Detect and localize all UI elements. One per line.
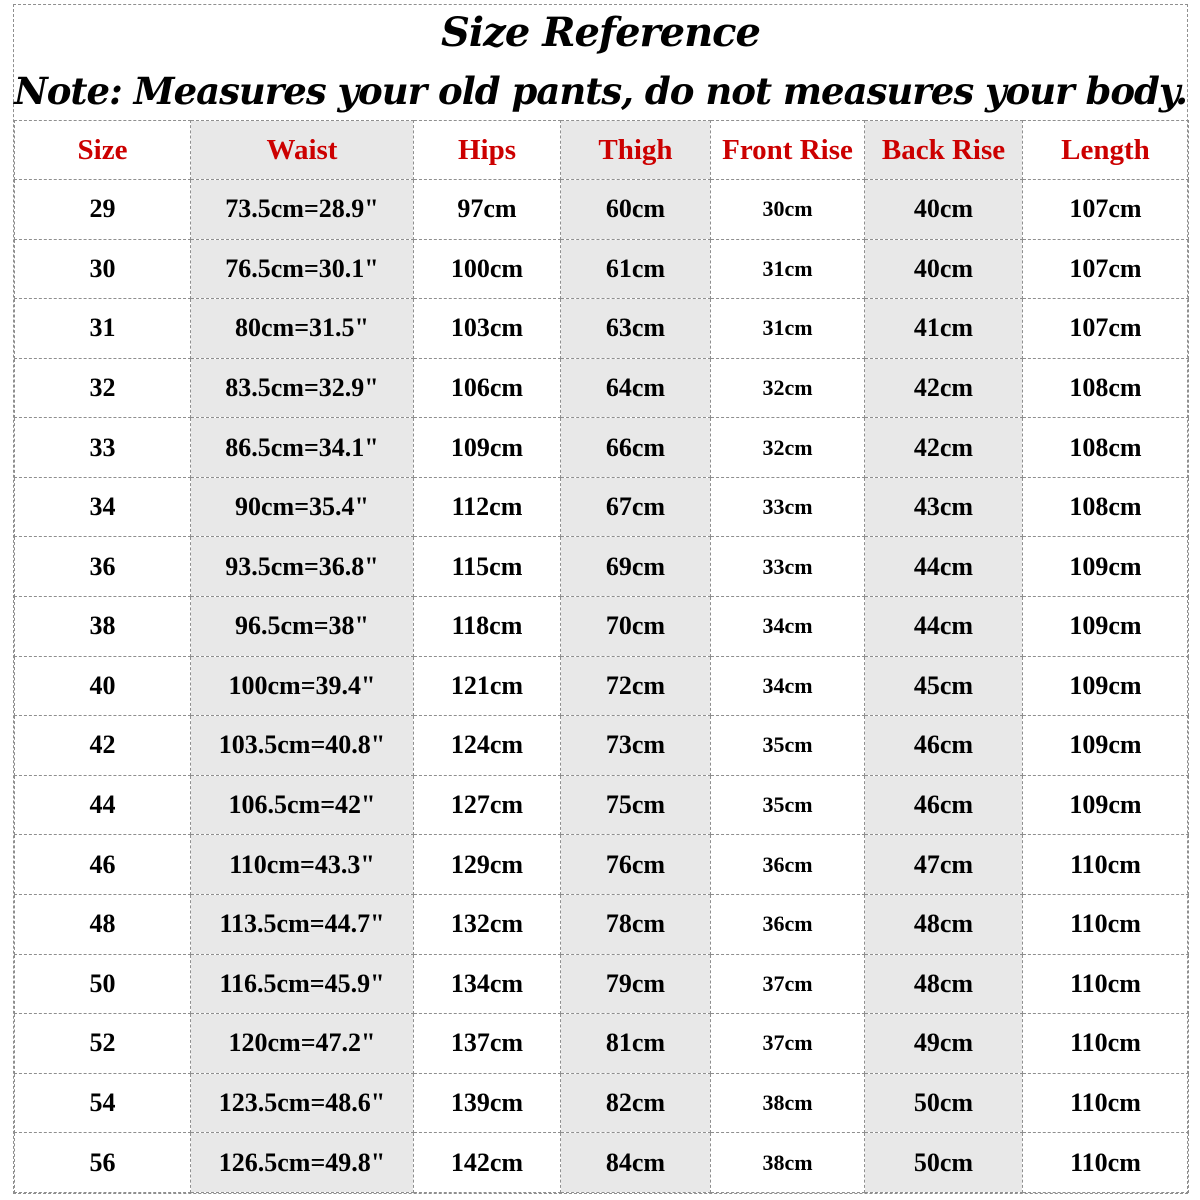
table-cell: 142cm [414, 1133, 561, 1193]
table-row [15, 597, 1189, 657]
table-cell: 60cm [561, 180, 711, 240]
table-cell: 127cm [414, 775, 561, 835]
table-cell: 73.5cm=28.9" [191, 180, 414, 240]
table-row [15, 894, 1189, 954]
table-cell: 86.5cm=34.1" [191, 418, 414, 478]
size-table-body [15, 180, 1189, 1193]
table-cell: 110cm [1023, 954, 1189, 1014]
table-row [15, 1073, 1189, 1133]
table-cell: 44cm [865, 537, 1023, 597]
page-title: Size Reference [441, 9, 760, 56]
table-cell: 43cm [865, 477, 1023, 537]
column-header-waist: Waist [191, 121, 414, 180]
table-cell: 30cm [711, 180, 865, 240]
table-cell: 38 [15, 597, 191, 657]
table-cell: 38cm [711, 1073, 865, 1133]
table-cell: 30 [15, 239, 191, 299]
table-cell: 103cm [414, 299, 561, 359]
table-cell: 107cm [1023, 239, 1189, 299]
table-cell: 33cm [711, 537, 865, 597]
table-cell: 36 [15, 537, 191, 597]
table-cell: 36cm [711, 894, 865, 954]
table-row [15, 537, 1189, 597]
table-cell: 52 [15, 1014, 191, 1074]
table-cell: 34 [15, 477, 191, 537]
table-cell: 76cm [561, 835, 711, 895]
table-cell: 80cm=31.5" [191, 299, 414, 359]
title-block [14, 5, 1187, 120]
table-cell: 40cm [865, 180, 1023, 240]
table-cell: 100cm=39.4" [191, 656, 414, 716]
table-cell: 112cm [414, 477, 561, 537]
table-cell: 47cm [865, 835, 1023, 895]
column-header-back-rise: Back Rise [865, 121, 1023, 180]
table-cell: 32cm [711, 358, 865, 418]
table-cell: 32 [15, 358, 191, 418]
table-cell: 110cm [1023, 835, 1189, 895]
table-cell: 83.5cm=32.9" [191, 358, 414, 418]
table-cell: 45cm [865, 656, 1023, 716]
table-cell: 97cm [414, 180, 561, 240]
table-cell: 44cm [865, 597, 1023, 657]
table-cell: 46cm [865, 716, 1023, 776]
table-cell: 139cm [414, 1073, 561, 1133]
table-cell: 72cm [561, 656, 711, 716]
table-cell: 31cm [711, 299, 865, 359]
table-cell: 56 [15, 1133, 191, 1193]
table-row [15, 656, 1189, 716]
table-cell: 34cm [711, 656, 865, 716]
table-cell: 109cm [1023, 716, 1189, 776]
table-cell: 79cm [561, 954, 711, 1014]
table-cell: 33 [15, 418, 191, 478]
table-cell: 108cm [1023, 418, 1189, 478]
table-cell: 35cm [711, 775, 865, 835]
table-cell: 61cm [561, 239, 711, 299]
table-cell: 73cm [561, 716, 711, 776]
table-cell: 34cm [711, 597, 865, 657]
table-row [15, 477, 1189, 537]
table-cell: 33cm [711, 477, 865, 537]
table-row [15, 835, 1189, 895]
table-cell: 123.5cm=48.6" [191, 1073, 414, 1133]
size-table [14, 120, 1189, 1193]
table-cell: 118cm [414, 597, 561, 657]
table-cell: 40 [15, 656, 191, 716]
table-cell: 50cm [865, 1073, 1023, 1133]
table-cell: 42cm [865, 418, 1023, 478]
table-cell: 115cm [414, 537, 561, 597]
table-cell: 120cm=47.2" [191, 1014, 414, 1074]
table-cell: 63cm [561, 299, 711, 359]
table-row [15, 716, 1189, 776]
table-cell: 134cm [414, 954, 561, 1014]
table-cell: 44 [15, 775, 191, 835]
table-cell: 96.5cm=38" [191, 597, 414, 657]
table-row [15, 299, 1189, 359]
table-cell: 109cm [1023, 656, 1189, 716]
table-cell: 107cm [1023, 299, 1189, 359]
table-cell: 110cm [1023, 1133, 1189, 1193]
table-row [15, 775, 1189, 835]
table-cell: 35cm [711, 716, 865, 776]
table-cell: 100cm [414, 239, 561, 299]
table-cell: 121cm [414, 656, 561, 716]
table-cell: 46cm [865, 775, 1023, 835]
table-cell: 93.5cm=36.8" [191, 537, 414, 597]
table-cell: 109cm [1023, 775, 1189, 835]
table-row [15, 180, 1189, 240]
table-cell: 116.5cm=45.9" [191, 954, 414, 1014]
table-cell: 38cm [711, 1133, 865, 1193]
table-cell: 107cm [1023, 180, 1189, 240]
header-row [15, 121, 1189, 180]
table-cell: 37cm [711, 954, 865, 1014]
column-header-hips: Hips [414, 121, 561, 180]
table-cell: 54 [15, 1073, 191, 1133]
table-row [15, 1014, 1189, 1074]
column-header-size: Size [15, 121, 191, 180]
table-cell: 66cm [561, 418, 711, 478]
table-cell: 41cm [865, 299, 1023, 359]
table-cell: 109cm [414, 418, 561, 478]
table-cell: 64cm [561, 358, 711, 418]
table-row [15, 239, 1189, 299]
table-cell: 129cm [414, 835, 561, 895]
table-cell: 106cm [414, 358, 561, 418]
table-cell: 110cm [1023, 1014, 1189, 1074]
size-chart [13, 4, 1188, 1194]
table-cell: 31 [15, 299, 191, 359]
table-row [15, 418, 1189, 478]
table-cell: 81cm [561, 1014, 711, 1074]
table-cell: 48cm [865, 954, 1023, 1014]
table-cell: 37cm [711, 1014, 865, 1074]
table-cell: 31cm [711, 239, 865, 299]
table-cell: 46 [15, 835, 191, 895]
table-cell: 132cm [414, 894, 561, 954]
column-header-length: Length [1023, 121, 1189, 180]
table-cell: 110cm=43.3" [191, 835, 414, 895]
table-cell: 49cm [865, 1014, 1023, 1074]
table-cell: 70cm [561, 597, 711, 657]
table-cell: 40cm [865, 239, 1023, 299]
table-cell: 126.5cm=49.8" [191, 1133, 414, 1193]
table-cell: 110cm [1023, 1073, 1189, 1133]
table-cell: 42 [15, 716, 191, 776]
table-cell: 50cm [865, 1133, 1023, 1193]
table-cell: 113.5cm=44.7" [191, 894, 414, 954]
table-row [15, 358, 1189, 418]
table-cell: 69cm [561, 537, 711, 597]
table-cell: 90cm=35.4" [191, 477, 414, 537]
table-cell: 48cm [865, 894, 1023, 954]
table-cell: 103.5cm=40.8" [191, 716, 414, 776]
table-cell: 50 [15, 954, 191, 1014]
table-cell: 84cm [561, 1133, 711, 1193]
table-cell: 110cm [1023, 894, 1189, 954]
table-cell: 36cm [711, 835, 865, 895]
column-header-front-rise: Front Rise [711, 121, 865, 180]
table-cell: 109cm [1023, 537, 1189, 597]
table-cell: 106.5cm=42" [191, 775, 414, 835]
column-header-thigh: Thigh [561, 121, 711, 180]
table-row [15, 954, 1189, 1014]
table-cell: 76.5cm=30.1" [191, 239, 414, 299]
table-cell: 124cm [414, 716, 561, 776]
table-cell: 29 [15, 180, 191, 240]
table-cell: 32cm [711, 418, 865, 478]
table-cell: 48 [15, 894, 191, 954]
table-cell: 75cm [561, 775, 711, 835]
measurement-note: Note: Measures your old pants, do not measures your body. [13, 69, 1188, 114]
table-cell: 137cm [414, 1014, 561, 1074]
table-cell: 82cm [561, 1073, 711, 1133]
table-cell: 108cm [1023, 358, 1189, 418]
table-cell: 78cm [561, 894, 711, 954]
table-cell: 108cm [1023, 477, 1189, 537]
table-cell: 67cm [561, 477, 711, 537]
table-row [15, 1133, 1189, 1193]
table-cell: 42cm [865, 358, 1023, 418]
table-cell: 109cm [1023, 597, 1189, 657]
